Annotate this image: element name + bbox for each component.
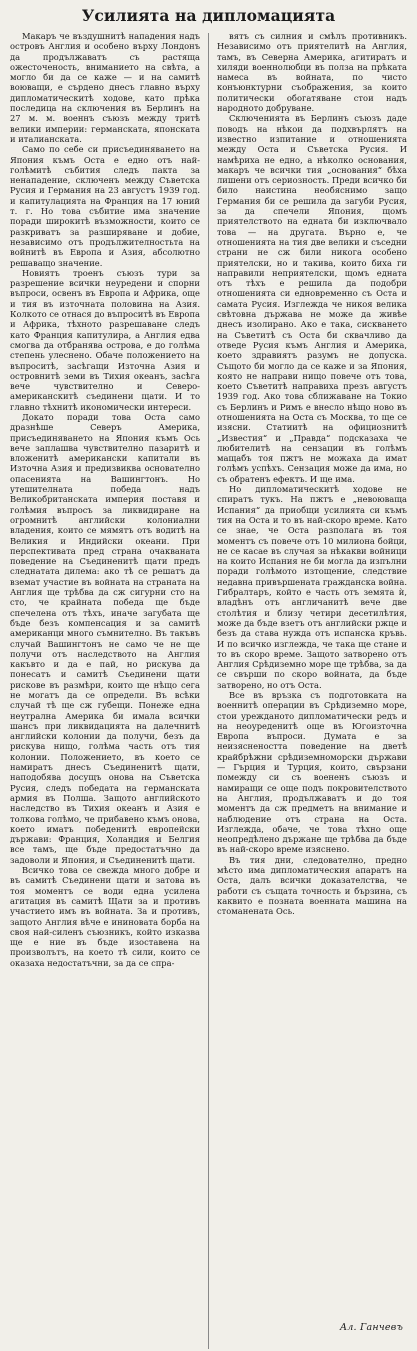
paragraph: вятъ съ силния и смѣлъ противникъ. Независимо отъ приятелитѣ на Англия, тамъ, въ Северна Америка, агитиратъ и хиляди военнолюбци въ полза на прѣката намеса въ войната, по чисто конъюнктурни съображения, за които политически обогатяване стои надъ народното добруване. bbox=[217, 31, 407, 114]
paragraph: Само по себе си присъединяването на Япония къмъ Оста е едно отъ най-голѣмитѣ събития следъ пакта за ненападение, сключенъ между Съветска Русия и Германия на 23 августъ 1939 год. и капитулацията на Франция на 17 юний т. г. Но това събитие има значение поради широкитѣ възможности, които се разкриватъ за разширяване и добие, независимо отъ продължителностьта на войнитѣ въ Европа и Азия, абсолютно решаващо значение. bbox=[10, 144, 200, 268]
paragraph: Всичко това се свежда много добре и въ самитѣ Съединени щати и затова въ тоя моментъ се води една усилена агитация въ самитѣ Щати за и противъ участието имъ въ войната. За и противъ, защото Англия вѣче е ининовата борба на своя най-силенъ съюзникъ, който изказва ще е ние въ бъде изоставена на произволътъ, на което тѣ сили, които се оказаха недостатъчни, за да се спра- bbox=[10, 865, 200, 968]
author-signature: Ал. Ганчевъ bbox=[339, 1322, 403, 1333]
article-column-right bbox=[217, 31, 407, 1351]
paragraph: Все въ връзка съ подготовката на военнитѣ операции въ Срѣдиземно море, стои урежданото дипломатически редъ и на неоуреденитѣ още въ Югоизточна Европа въпроси. Думата е за неизяснеността поведение на дветѣ крайбрѣжни срѣдиземноморски държави — Гърция и Турция, които, свързани помежду си съ воененъ съюзъ и намиращи се още подъ покровителството на Англия, продължаватъ и до тоя моментъ да сж предметъ на внимание и наблюдение отъ страна на Оста. Изглежда, обаче, че това тѣхно още неопредѣлено държане ще трѣбва да бъде въ най-скоро време изяснено. bbox=[217, 690, 407, 855]
paragraph: Въ тия дни, следователно, предно мѣсто има дипломатическия апаратъ на Оста, далъ всички доказателства, че работи съ същата точность и бързина, съ каквито е позната военната машина на стоманената Ось. bbox=[217, 854, 407, 917]
paragraph: Новиятъ троенъ съюзъ тури за разрешение всички неуредени и спорни въпроси, освенъ въ Европа и Африка, още и тия въ източната половина на Азия. Колкото се отнася до въпроситѣ въ Европа и Африка, тѣхното разрешаване следъ като Франция капитулира, а Англия едва смогва да отбранява острова, е до голѣма степень улеснено. Обаче положението на въпроситѣ, засѣгащи Източна Азия и островнитѣ земи въ Тихия океанъ, засѣга вече чувствително и Северо-американскитѣ съединени щати. И то главно тѣхнитѣ икономически интереси. bbox=[10, 267, 200, 412]
article-title: Усилията на дипломацията bbox=[81, 6, 336, 25]
article-column-left bbox=[10, 31, 200, 1351]
column-divider bbox=[208, 33, 209, 1349]
paragraph: Макаръ че въздушнитѣ нападения надъ островъ Англия и особено върху Лондонъ да продължаватъ съ растяща ожесточеность, вниманието на свѣта, а могло би да се каже — и на самитѣ воюващи, е сърдено днесъ главно върху дипломатическитѣ ходове, като прѣка последица на сключения въ Берлинъ на 27 м. м. военнъ съюзъ между тритѣ велики империи: германската, японската и италианската. bbox=[10, 31, 200, 144]
paragraph: Но дипломатическитѣ ходове не спиратъ тукъ. На пжтъ е „невоюваща Испания“ да приобщи усилията си къмъ тия на Оста и то въ най-скоро време. Като се знае, че Оста разполага въ тоя моментъ съ повече отъ 10 милиона бойци, не се касае въ случая за нѣкакви войници на които Испания не би могла да изпълни поради голѣмото изтощение, следствие недавна привършената гражданска война. Гибралтаръ, който е часть отъ земята ѝ, владѣнъ отъ англичанитѣ вече две столѣтия и близу четири десетилѣтия, може да бъде взетъ отъ английски ржце и безъ да става нужда отъ испанска кръвь. И по всичко изглежда, че така ще стане и то въ скоро време. Защото затворено отъ Англия Срѣдиземно море ще трѣбва, за да се свърши по скоро войната, да бъде затворено, но отъ Оста. bbox=[217, 484, 407, 690]
paragraph: Сключенията въ Берлинъ съюзъ даде поводъ на нѣкои да подхвърлятъ на известно изпитание и отношенията между Оста и Съветска Русия. И намѣриха не едно, а нѣколко основания, макаръ че всички тия „основания“ бѣха лишени отъ сериозность. Преди всичко би било наистина необяснимо защо Германия би се решила да загуби Русия, за да спечели Япония, щомъ приятелството на едната би изключвало това — на другата. Върно е, че отношенията на тия две велики и съседни страни не сж били никога особено приятелски, но и такива, които биха ги направили неприятелски, щомъ едната отъ тѣхъ е решила да подобри отношенията си едновременно съ Оста и самата Русия. Изглежда че никоя велика свѣтовна държава не може да живѣе днесъ изолирано. Ако е така, сискването на Съветитѣ съ Оста би сквачливо да отведе Русия къмъ Англия и Америка, което здравиятъ разумъ не допуска. Същото би могло да се каже и за Япония, която не направи нищо повече отъ това, което Съветитѣ направиха презъ августъ 1939 год. Ако това сближаване на Токио съ Берлинъ и Римъ е внесло нѣщо ново въ отношенията на Оста съ Москва, то ще се изясни. Статиитѣ на официознитѣ „Известия“ и „Правда“ подсказаха че любителитѣ на сензации въ голѣмъ мащабъ тоя пжтъ не можаха да имат голѣмъ успѣхъ. Сензация може да има, но съ обратенъ ефектъ. И ще има. bbox=[217, 113, 407, 484]
article-body bbox=[10, 31, 407, 1351]
paragraph: Докато поради това Оста само дразнѣше Северъ Америка, присъединяването на Япония къмъ Ось вече заплашва чувствително пазаритѣ и вложенитѣ американски капитали въ Източна Азия и предизвиква основателно опасенията на Вашингтонъ. Но утешителната победа надъ Великобританската империя поставя и голѣмия въпросъ за ликвидиране на огромнитѣ английски колониални владения, които се мямятъ отъ водитѣ на Великия и Индийски океани. При перспективата пред страна очакваната поведение на Съединенитѣ щати предъ следнатата дилема: ако тѣ се решатъ да вземат участие въ войната на страната на Англия ще трѣбва да сж сигурни сто на сто, че крайната победа ще бъде спечелена отъ тѣхъ, иначе загубата ще бъде безъ компенсация и за самитѣ американци много съмнително. Въ такъвъ случай Вашингтонъ не само че не ще получи отъ наследството на Англия какъвто и да е пай, но рискува да понесатъ и самитѣ Съединени щати рискове въ размѣри, които ще нѣщо сега не могатъ да се определи. Въ всѣки случай тѣ ще сж губещи. Понеже една неутрална Америка би имала всички шансъ при ликвидацията на далечнитѣ английски колонии да получи, безъ да рискува нищо, голѣма часть отъ тия колонии. Положението, въ което се намиратъ днесъ Съединенитѣ щати, наподобява досущъ онова на Съветска Русия, следъ победата на германската армия въ Полша. Защото английското наследство въ Тихия океанъ и Азия е толкова голѣмо, че прибавено къмъ онова, което иматъ победенитѣ европейски държави: Франция, Холандия и Белгия все тамъ, ще бъде предостатъчно да задоволи и Япония, и Съединенитѣ щати. bbox=[10, 411, 200, 865]
